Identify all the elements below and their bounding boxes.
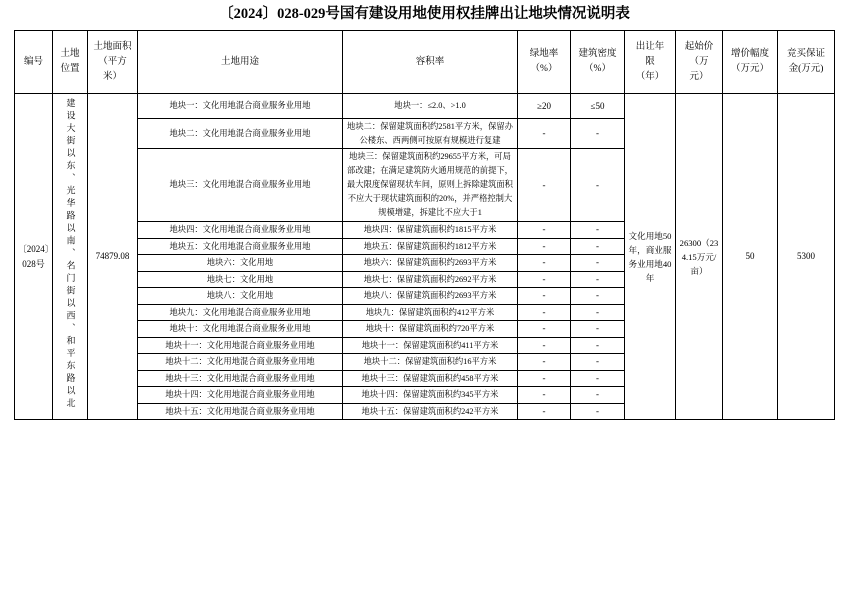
cell-green-rate: - — [518, 337, 571, 354]
header-area-line1: 土地面积 — [93, 41, 132, 52]
location-vertical-text: 建设大街以东、光华路以南、名门街以西、和平东路以北 — [65, 97, 76, 411]
cell-green-rate: - — [518, 119, 571, 149]
cell-land-use: 地块三：文化用地混合商业服务业用地 — [138, 149, 343, 222]
cell-floor-area-ratio: 地块六：保留建筑面积约2693平方米 — [343, 255, 518, 272]
header-green-rate — [518, 31, 571, 94]
cell-building-density: - — [571, 337, 625, 354]
header-id: 编号 — [15, 31, 53, 94]
cell-land-use: 地块十三：文化用地混合商业服务业用地 — [138, 370, 343, 387]
header-deposit-line1: 竞买保证 — [786, 49, 825, 59]
cell-green-rate: - — [518, 222, 571, 239]
header-start-price — [676, 31, 723, 94]
cell-building-density: - — [571, 271, 625, 288]
cell-land-use: 地块十一：文化用地混合商业服务业用地 — [138, 337, 343, 354]
header-price-line3: 元） — [689, 71, 709, 82]
header-years-line1: 出让年 — [635, 41, 665, 52]
table-header — [15, 31, 835, 94]
land-parcel-table — [14, 30, 835, 420]
cell-building-density: - — [571, 321, 625, 338]
cell-building-density: - — [571, 403, 625, 420]
header-far: 容积率 — [343, 31, 518, 94]
cell-deposit: 5300 — [778, 94, 835, 420]
cell-transfer-years: 文化用地50年，商业服务业用地40年 — [625, 94, 676, 420]
cell-building-density: - — [571, 119, 625, 149]
header-price-line2: （万 — [689, 56, 709, 67]
header-area — [88, 31, 138, 94]
cell-building-density: - — [571, 288, 625, 305]
header-transfer-years — [625, 31, 676, 94]
cell-increment: 50 — [723, 94, 778, 420]
cell-green-rate: - — [518, 149, 571, 222]
cell-floor-area-ratio: 地块七：保留建筑面积约2692平方米 — [343, 271, 518, 288]
cell-start-price: 26300（234.15万元/亩） — [676, 94, 723, 420]
cell-green-rate: - — [518, 255, 571, 272]
header-deposit — [778, 31, 835, 94]
cell-building-density: ≤50 — [571, 94, 625, 119]
header-area-line2: （平方 — [98, 56, 127, 67]
cell-land-use: 地块十二：文化用地混合商业服务业用地 — [138, 354, 343, 371]
cell-floor-area-ratio: 地块十一：保留建筑面积约411平方米 — [343, 337, 518, 354]
header-green-line2: （%） — [530, 64, 558, 74]
header-density-line1: 建筑密度 — [578, 49, 617, 59]
header-years-line2: 限 — [645, 56, 655, 67]
cell-floor-area-ratio: 地块二：保留建筑面积约2581平方米，保留办公楼东、西两侧可按原有规模进行复建 — [343, 119, 518, 149]
cell-floor-area-ratio: 地块九：保留建筑面积约412平方米 — [343, 304, 518, 321]
cell-green-rate: ≥20 — [518, 94, 571, 119]
cell-green-rate: - — [518, 387, 571, 404]
cell-building-density: - — [571, 149, 625, 222]
header-row — [15, 31, 835, 94]
page-title: 〔2024〕028-029号国有建设用地使用权挂牌出让地块情况说明表 — [219, 6, 630, 22]
cell-green-rate: - — [518, 370, 571, 387]
header-years-line3: （年） — [635, 71, 665, 82]
cell-land-use: 地块一：文化用地混合商业服务业用地 — [138, 94, 343, 119]
cell-land-use: 地块六：文化用地 — [138, 255, 343, 272]
header-building-density — [571, 31, 625, 94]
cell-building-density: - — [571, 222, 625, 239]
cell-floor-area-ratio: 地块四：保留建筑面积约1815平方米 — [343, 222, 518, 239]
cell-floor-area-ratio: 地块十四：保留建筑面积约345平方米 — [343, 387, 518, 404]
cell-green-rate: - — [518, 403, 571, 420]
cell-land-area: 74879.08 — [88, 94, 138, 420]
cell-building-density: - — [571, 304, 625, 321]
cell-green-rate: - — [518, 354, 571, 371]
cell-floor-area-ratio: 地块三：保留建筑面积约29655平方米，可局部改建；在满足建筑防火通用规范的前提下，最大限度保留现状车间，原则上拆除建筑面积不应大于现状建筑面积的20%，并严格控制大规模增建，拆建比不应大于1 — [343, 149, 518, 222]
cell-location — [53, 94, 88, 420]
cell-green-rate: - — [518, 238, 571, 255]
cell-land-use: 地块四：文化用地混合商业服务业用地 — [138, 222, 343, 239]
cell-land-use: 地块九：文化用地混合商业服务业用地 — [138, 304, 343, 321]
cell-floor-area-ratio: 地块一：≤2.0、>1.0 — [343, 94, 518, 119]
cell-land-use: 地块八：文化用地 — [138, 288, 343, 305]
cell-building-density: - — [571, 255, 625, 272]
cell-floor-area-ratio: 地块八：保留建筑面积约2693平方米 — [343, 288, 518, 305]
table-row — [15, 94, 835, 119]
cell-green-rate: - — [518, 321, 571, 338]
cell-land-use: 地块七：文化用地 — [138, 271, 343, 288]
cell-floor-area-ratio: 地块十五：保留建筑面积约242平方米 — [343, 403, 518, 420]
header-green-line1: 绿地率 — [529, 49, 559, 59]
header-price-line1: 起始价 — [684, 41, 714, 52]
cell-land-use: 地块二：文化用地混合商业服务业用地 — [138, 119, 343, 149]
cell-land-use: 地块五：文化用地混合商业服务业用地 — [138, 238, 343, 255]
header-inc-line1: 增价幅度 — [730, 49, 769, 59]
cell-floor-area-ratio: 地块十二：保留建筑面积约16平方米 — [343, 354, 518, 371]
cell-land-use: 地块十：文化用地混合商业服务业用地 — [138, 321, 343, 338]
cell-land-use: 地块十四：文化用地混合商业服务业用地 — [138, 387, 343, 404]
header-location-line2: 位置 — [60, 64, 80, 74]
table-body — [15, 94, 835, 420]
cell-floor-area-ratio: 地块十：保留建筑面积约720平方米 — [343, 321, 518, 338]
cell-parcel-id: 〔2024〕028号 — [15, 94, 53, 420]
cell-green-rate: - — [518, 288, 571, 305]
cell-building-density: - — [571, 387, 625, 404]
header-inc-line2: （万元） — [730, 64, 769, 74]
cell-green-rate: - — [518, 271, 571, 288]
cell-building-density: - — [571, 354, 625, 371]
cell-floor-area-ratio: 地块五：保留建筑面积约1812平方米 — [343, 238, 518, 255]
cell-green-rate: - — [518, 304, 571, 321]
header-area-line3: 米） — [102, 71, 122, 82]
header-use: 土地用途 — [138, 31, 343, 94]
header-density-line2: （%） — [584, 64, 611, 74]
cell-floor-area-ratio: 地块十三：保留建筑面积约458平方米 — [343, 370, 518, 387]
header-location — [53, 31, 88, 94]
cell-building-density: - — [571, 370, 625, 387]
header-increment — [723, 31, 778, 94]
header-deposit-line2: 金(万元) — [788, 64, 824, 74]
cell-building-density: - — [571, 238, 625, 255]
header-location-line1: 土地 — [60, 49, 80, 59]
cell-land-use: 地块十五：文化用地混合商业服务业用地 — [138, 403, 343, 420]
